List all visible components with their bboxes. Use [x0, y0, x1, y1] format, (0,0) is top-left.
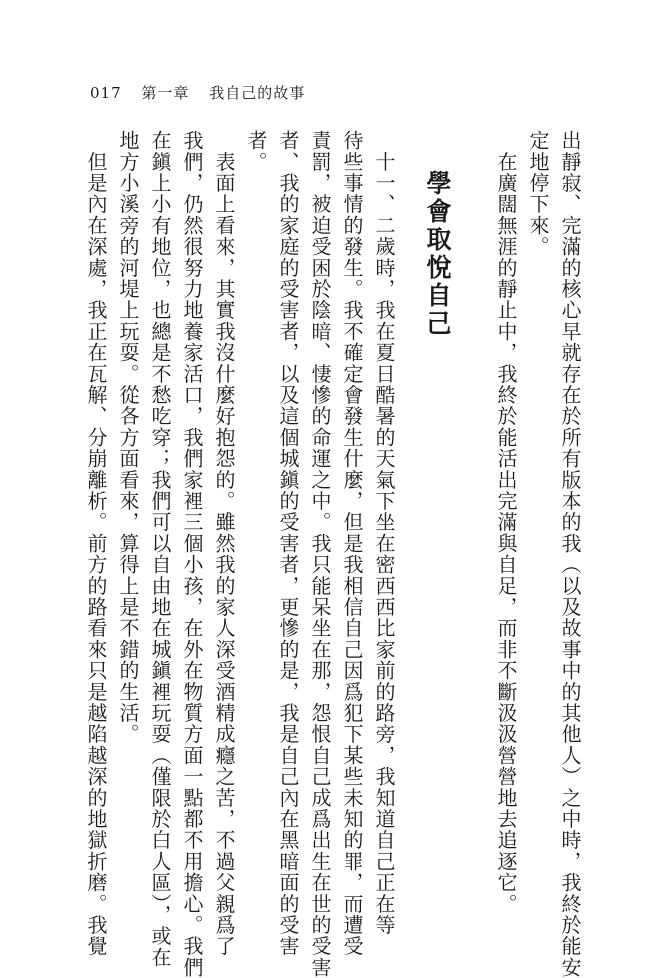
text-column-11: 在鎭上小有地位，也總是不愁吃穿；我們可以自由地在城鎭裡玩耍（僅限於白人區），或在 [148, 130, 172, 968]
text-column-9: 表面上看來，其實我沒什麼好抱怨的。雖然我的家人深受酒精成癮之苦，不過父親爲了 [212, 130, 236, 957]
text-column-13: 但是內在深處，我正在瓦解、分崩離析。前方的路看來只是越陷越深的地獄折磨。我覺 [84, 130, 108, 957]
section-heading: 學會取悅自己 [423, 170, 452, 338]
text-column-4: 十一、二歲時，我在夏日酷暑的天氣下坐在密西西比家前的路旁，我知道自己正在等 [372, 130, 396, 936]
chapter-title: 我自己的故事 [209, 84, 306, 102]
text-column-6: 責罰，被迫受困於陰暗、悽慘的命運之中。我只能呆坐在那，怨恨自己成爲出生在世的受害 [308, 130, 332, 978]
text-column-8: 者。 [244, 130, 268, 173]
text-column-5: 待些事情的發生。我不確定會發生什麼，但是我相信自己因爲犯下某些未知的罪，而遭受 [340, 130, 364, 957]
text-column-3: 在廣闊無涯的靜止中，我終於能活出完滿與自足，而非不斷汲汲營營地去追逐它。 [494, 130, 518, 915]
text-column-12: 地方小溪旁的河堤上玩耍。從各方面看來，算得上是不錯的生活。 [116, 130, 140, 745]
text-column-1: 出靜寂、完滿的核心早就存在於所有版本的我（以及故事中的其他人）之中時，我終於能安 [558, 130, 582, 978]
running-head [90, 82, 305, 103]
page-number: 017 [90, 84, 122, 102]
chapter-label: 第一章 [141, 84, 190, 102]
text-column-2: 定地停下來。 [526, 130, 550, 258]
text-column-7: 者、我的家庭的受害者，以及這個城鎭的受害者，更慘的是，我是自己內在黑暗面的受害 [276, 130, 300, 957]
text-column-10: 我們，仍然很努力地養家活口，我們家裡三個小孩，在外在物質方面一點都不用擔心。我們 [180, 130, 204, 978]
